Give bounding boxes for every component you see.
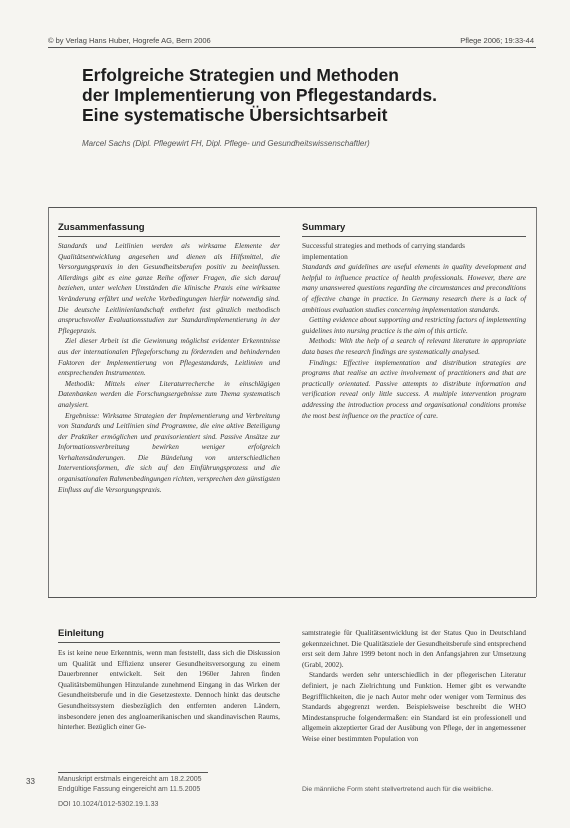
header-rule [48,47,536,48]
summary-paragraph: Getting evidence about supporting and restricting factors of implementing guidelines into nursing practice is the aim of this article. [302,315,526,335]
journal-header-left: © by Verlag Hans Huber, Hogrefe AG, Bern 2006 [48,36,211,45]
body-paragraph: Es ist keine neue Erkenntnis, wenn man feststellt, dass sich die Diskussion um Qualität und Effizienz unserer Gesundheitsversorgung zu einem Dauerbrenner entwickelt. Seit den 1960er Jahren finden Qualitätsbemühungen Hinzulande zunehmend Eingang in das Wirken der Gesundheitsberufe und in die Gesetzestexte. Dennoch hinkt das deutsche Gesundheitssystem diesbezüglich den entfernten anderen Ländern, insbesondere jenen des angloamerikanischen und skandinavischen Raums, hinterher. Bezüglich einer Ge- [58,648,280,732]
summary-paragraph: Findings: Effective implementation and distribution strategies are programs that realise an active involvement of practitioners and that are practically orientated. Passive attempts to distribute information and verification reveal only little success. A multiple intervention program addressing the introduction process and organisational conditions promise the most best influence on the practice of care. [302,357,526,420]
received-line: Manuskript erstmals eingereicht am 18.2.2005 [58,776,202,783]
received-dates [58,775,280,794]
author-line: Marcel Sachs (Dipl. Pflegewirt FH, Dipl. Pflege- und Gesundheitswissenschaftler) [82,139,370,148]
abstract-bottom-rule [48,597,536,598]
abstract-right-border [536,207,537,597]
journal-header-right: Pflege 2006; 19:33-44 [460,36,534,45]
body-paragraph: Standards werden sehr unterschiedlich in der pflegerischen Literatur definiert, je nach Zielrichtung und Funktion. Hemer gibt es verwandte Begrifflichkeiten, die je nach Autor mehr oder weniger vom Terminus des Standards abgegrenzt werden. Beispielsweise beschreibt die WHO Mindestanspruche folgendermaßen: ein Standard ist ein professionell und allgemein akzeptierter Grad der Ausübung von Pflege, der in angemessener Weise einer bestimmten Population von [302,670,526,743]
summary-heading: Summary [302,222,346,233]
zusammenfassung-rule [58,236,280,237]
received-line: Endgültige Fassung eingereicht am 11.5.2005 [58,785,201,793]
body-paragraph: samtstrategie für Qualitätsentwicklung ist der Status Quo in Deutschland gekennzeichnet. Die Qualitätsziele der Gesundheitsberufe sind entsprechend erst seit dem Jahre 1999 betont noch in den Anfangsjahren zur Umsetzung (Grabl, 2002). [302,628,526,669]
title-line: der Implementierung von Pflegestandards. [82,85,437,105]
title-line: Erfolgreiche Strategien und Methoden [82,65,399,85]
summary-paragraph: Standards and guidelines are useful elements in quality development and helpful to influence practice of health professionals. However, there are many unanswered questions regarding the circumstances and preconditions of effective change in practice. In Germany research there is a lack of ambitious evaluation studies concerning implementation standards. [302,262,526,314]
page-number: 33 [26,777,35,786]
footnote-rule [58,772,208,773]
title-line: Eine systematische Übersichtsarbeit [82,105,388,125]
zusammenfassung-heading: Zusammenfassung [58,222,145,233]
article-title [82,65,532,125]
einleitung-heading: Einleitung [58,628,104,639]
abstract-paragraph: Methodik: Mittels einer Literaturrecherche in einschlägigen Datenbanken werden die Forschungsergebnisse zum Thema systematisch analysiert. [58,378,280,409]
einleitung-left-column [58,648,280,733]
summary-title-line: Successful strategies and methods of carrying standards [302,241,465,250]
summary-rule [302,236,526,237]
abstract-left-border [48,207,49,597]
summary-text [302,241,526,421]
einleitung-right-column [302,628,526,745]
abstract-paragraph: Ziel dieser Arbeit ist die Gewinnung möglichst evidenter Erkenntnisse aus der internationalen Pflegeforschung zu fördernden und behindernden Faktoren der Implementierung von Pflegestandards, Leitlinien und entsprechenden Instrumenten. [58,336,280,378]
zusammenfassung-text [58,241,280,495]
einleitung-rule [58,642,280,643]
abstract-paragraph: Standards und Leitlinien werden als wirksame Elemente der Qualitätsentwicklung angesehen und dienen als Hilfsmittel, die Versorgungspraxis in den Gesundheitsberufen positiv zu beeinflussen. Allerdings gibt es eine ganze Reihe offener Fragen, die sich darauf beziehen, unter welchen Umständen die klinische Praxis eine wirksame Veränderung erfährt und welche Vorbedingungen hierfür notwendig sind. Die deutsche Leitlinienlandschaft entbehrt fast gänzlich methodisch anspruchsvoller Evaluationsstudien zur Standardimplementierung in der Pflegepraxis. [58,241,280,335]
summary-paragraph: Methods: With the help of a search of relevant literature in appropriate data bases the research findings are systematically analysed. [302,336,526,356]
doi: DOI 10.1024/1012-5302.19.1.33 [58,801,159,808]
abstract-top-rule [48,207,536,208]
summary-title-line: implementation [302,251,348,261]
gender-note: Die männliche Form steht stellvertretend auch für die weibliche. [302,786,494,793]
abstract-paragraph: Ergebnisse: Wirksame Strategien der Implementierung und Verbreitung von Standards und Leitlinien sind Programme, die eine aktive Beteiligung der Praktiker ermöglichen und praxisorientiert sind. Passive Ansätze zur Informationsverbreitung bewirken weniger erfolgreich Verhaltensänderungen. Die Bündelung von unterschiedlichen Interventionsformen, die sich auf den Einführungsprozess und die organisationalen Rahmenbedingungen richten, versprechen den günstigsten Einfluss auf die Versorgungspraxis. [58,410,280,494]
